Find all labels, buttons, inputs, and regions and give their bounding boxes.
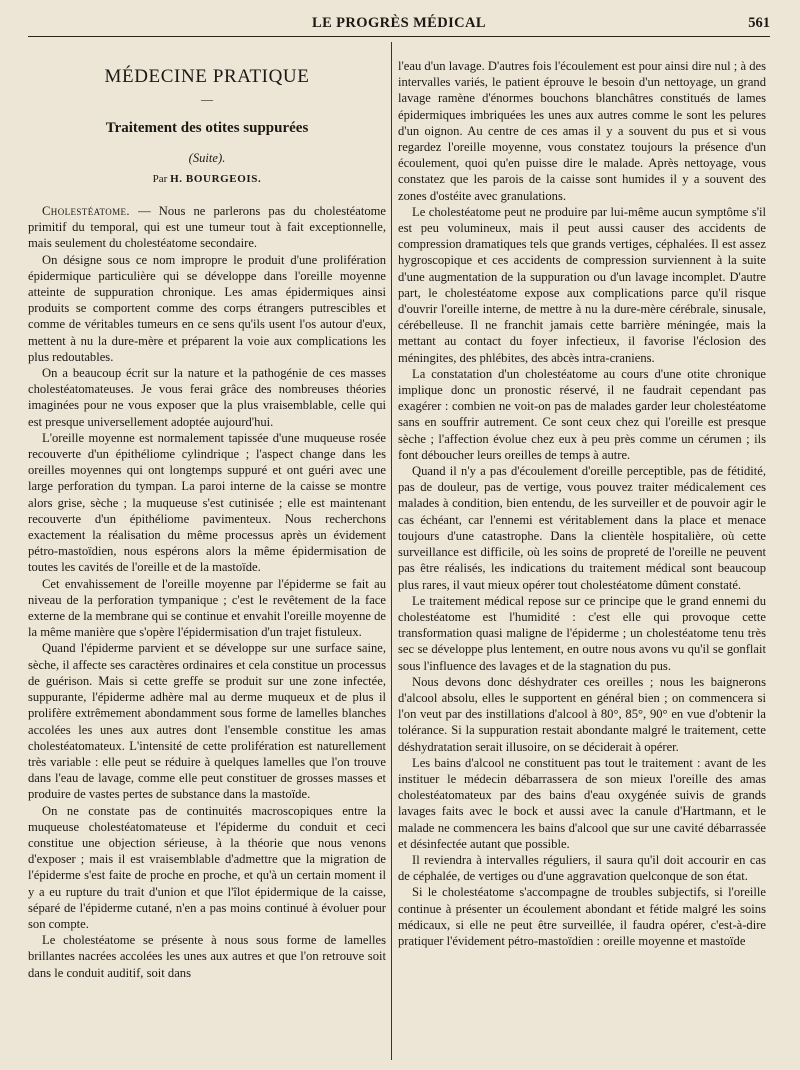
- paragraph: Nous devons donc déshydrater ces oreilles ; nous les baignerons d'alcool absolu, elles le supportent en général bien ; on commencera si l'on veut par des instillations d'alcool à 80°, 85°, 90° en vue d'obtenir la tolérance. Si la suppuration restait abondante malgré le traitement, cette déshydratation serait illusoire, on se déciderait à opérer.: [398, 674, 766, 754]
- continuation-note: (Suite).: [188, 151, 226, 165]
- journal-title: LE PROGRÈS MÉDICAL: [312, 15, 486, 31]
- byline-author: H. BOURGEOIS.: [170, 173, 262, 185]
- byline-prefix: Par: [152, 173, 168, 185]
- section-dash: —: [201, 92, 213, 106]
- paragraph: On désigne sous ce nom impropre le produit d'une prolifération épidermique particulière qui se développe dans l'oreille moyenne atteinte de suppuration chronique. Les amas épidermiques ainsi produits se comportent comme des corps étrangers putrescibles et comme de véritables tumeurs en ce sens qu'ils usent l'os autour d'eux, mettent à nu la dure-mère et préparent la voie aux complications les plus redoutables.: [28, 252, 386, 364]
- page-number: 561: [748, 15, 770, 31]
- paragraph: Si le cholestéatome s'accompagne de troubles subjectifs, si l'oreille continue à présenter un écoulement abondant et fétide malgré les soins médicaux, si elle ne peut être surveillée, il faudra opérer, c'est-à-dire pratiquer l'évidement pétro-mastoïdien : oreille moyenne et mastoïde: [398, 885, 766, 948]
- right-column: [398, 58, 766, 1062]
- paragraph: L'oreille moyenne est normalement tapissée d'une muqueuse rosée recouverte d'un épithéliome cylindrique ; l'aspect change dans les oreilles moyennes qui ont longtemps suppuré et ont guéri avec une large perforation du tympan. La paroi interne de la caisse se montre alors grise, sèche ; la muqueuse s'est cutinisée ; elle est maintenant recouverte d'un épithéliome pavimenteux. Nous recherchons exactement la réalisation du même processus après un évidement pétro-mastoïdien, nous espérons alors la même épidermisation de toutes les cavités de l'oreille et de la mastoïde.: [28, 430, 386, 575]
- left-column: [28, 44, 386, 1062]
- paragraph: Le cholestéatome peut ne produire par lui-même aucun symptôme s'il est peu volumineux, mais il peut aussi causer des accidents de compression dramatiques tels que grands vertiges, céphalées. Il est assez hygroscopique et ces accidents de compression surviennent à la suite d'une augmentation de la suppuration ou d'un lavage incomplet. D'autre part, le cholestéatome expose aux complications parce qu'il risque d'ouvrir l'oreille interne, de mettre à nu la dure-mère cérébrale, sinusale, cérébelleuse. Il ne franchit jamais cette barrière méningée, mais la mettant au contact du foyer infectieux, il favorise l'éclosion des méningites, des phlébites, des abcès intra-craniens.: [398, 204, 766, 365]
- running-header: [28, 10, 770, 37]
- paragraph: [28, 203, 386, 252]
- paragraph: On a beaucoup écrit sur la nature et la pathogénie de ces masses cholestéatomateuses. Je vous ferai grâce des nombreuses théories imaginées pour ne vous exposer que la plus vraisemblable, celle qui est presque universellement adoptée aujourd'hui.: [28, 366, 386, 429]
- paragraph: Les bains d'alcool ne constituent pas tout le traitement : avant de les instituer le médecin débarrassera de son mieux l'oreille des amas cholestéatomateux par des bains d'eau oxygénée suivis de grands lavages faits avec le bock et aussi avec la canule d'Hartmann, et le malade ne commencera les bains d'alcool que sur une cavité débarrassée et désinfectée autant que possible.: [398, 755, 766, 851]
- paragraph: Cet envahissement de l'oreille moyenne par l'épiderme se fait au niveau de la perforation tympanique ; c'est le revêtement de la face externe de la membrane qui se continue et envahit l'oreille moyenne de la même manière que s'opère l'épidermisation d'un trajet fistuleux.: [28, 576, 386, 640]
- section-title: MÉDECINE PRATIQUE: [104, 66, 310, 87]
- paragraph: Il reviendra à intervalles réguliers, il saura qu'il doit accourir en cas de céphalée, de vertiges ou d'une aggravation quelconque de son état.: [398, 852, 766, 884]
- paragraph: On ne constate pas de continuités macroscopiques entre la muqueuse cholestéatomateuse et l'épiderme du conduit et ceci constitue une objection sérieuse, à la théorie que nous venons d'exposer ; mais il est vraisemblable d'admettre que la migration de l'épiderme s'est faite de proche en proche, et qu'à un certain moment il y a eu rupture du trait d'union et que l'îlot épidermique de la caisse, séparé de l'épiderme cutané, n'en a pas moins continué à évoluer pour son compte.: [28, 803, 386, 931]
- paragraph: Quand il n'y a pas d'écoulement d'oreille perceptible, pas de fétidité, pas de douleur, pas de vertige, vous pouvez traiter médicalement ces malades à condition, bien entendu, de les surveiller et de pouvoir agir le cas échéant, car l'ennemi est véritablement dans la place et menace toujours d'une catastrophe. Dans la clientèle hospitalière, où cette surveillance est difficile, où les soins de propreté de l'oreille ne peuvent pas être réalisés, les indications du traitement médical sont beaucoup plus rares, il vaut mieux opérer tout cholestéatome dûment constaté.: [398, 464, 766, 592]
- byline: [28, 172, 386, 187]
- paragraph: Le cholestéatome se présente à nous sous forme de lamelles brillantes nacrées accolées les unes aux autres et que l'on retrouve soit dans le conduit auditif, soit dans: [28, 933, 386, 980]
- paragraph: La constatation d'un cholestéatome au cours d'une otite chronique implique donc un pronostic réservé, il ne faudrait cependant pas exagérer : combien ne voit-on pas de malades garder leur cholestéatome sans en souffrir autrement. Ce sont ceux chez qui l'oreille est presque sèche ; l'affection évolue chez eux à peu près comme un cérumen ; ils font déboucher leurs oreilles de temps à autre.: [398, 366, 766, 462]
- paragraph: Le traitement médical repose sur ce principe que le grand ennemi du cholestéatome est l'humidité : c'est elle qui provoque cette transformation quasi maligne de l'épiderme ; un cholestéatome tenu très sec se développe plus lentement, en outre nous avons vu qu'il se gonflait sous l'influence des lavages et de la stagnation du pus.: [398, 593, 766, 673]
- paragraph-text: — Nous ne parlerons pas du cholestéatome primitif du temporal, qui est une tumeur tout à fait exceptionnelle, mais seulement du cholestéatome secondaire.: [28, 204, 386, 251]
- paragraph: Quand l'épiderme parvient et se développe sur une surface saine, sèche, il affecte ses caractères ordinaires et cela constitue un processus de guérison. Mais si cette greffe se produit sur une zone infectée, suppurante, l'épiderme adhère mal au derme muqueux et de plus il prolifère extrêmement abondamment sous forme de lamelles blanches accolées les unes aux autres dont l'ensemble constitue les amas cholestéatomateux. L'intensité de cette prolifération est naturellement très variable : elle peut se réduire à quelques lamelles que l'on trouve dans l'eau de lavage, comme elle peut constituer de grosses masses et produire de vastes pertes de substance dans la mastoïde.: [28, 641, 386, 802]
- lead-term: Cholestéatome.: [42, 204, 130, 218]
- column-divider: [391, 42, 392, 1060]
- article-title: Traitement des otites suppurées: [105, 120, 309, 136]
- paragraph-continued: l'eau d'un lavage. D'autres fois l'écoulement est pour ainsi dire nul ; à des intervalles variés, le patient éprouve le besoin d'un nettoyage, un grand lavage ramène d'énormes bouchons blanchâtres constitués de lames épidermiques imbriquées les unes aux autres comme le sont les pelures d'un oignon. Au centre de ces amas il y a souvent du pus et si vous regardez l'oreille moyenne, vous constatez toujours la présence d'un écoulement, quoi qu'en puisse dire le malade. Après nettoyage, vous constatez que les parois de la caisse sont humides il y a souvent des zones d'ostéite avec granulations.: [398, 59, 766, 203]
